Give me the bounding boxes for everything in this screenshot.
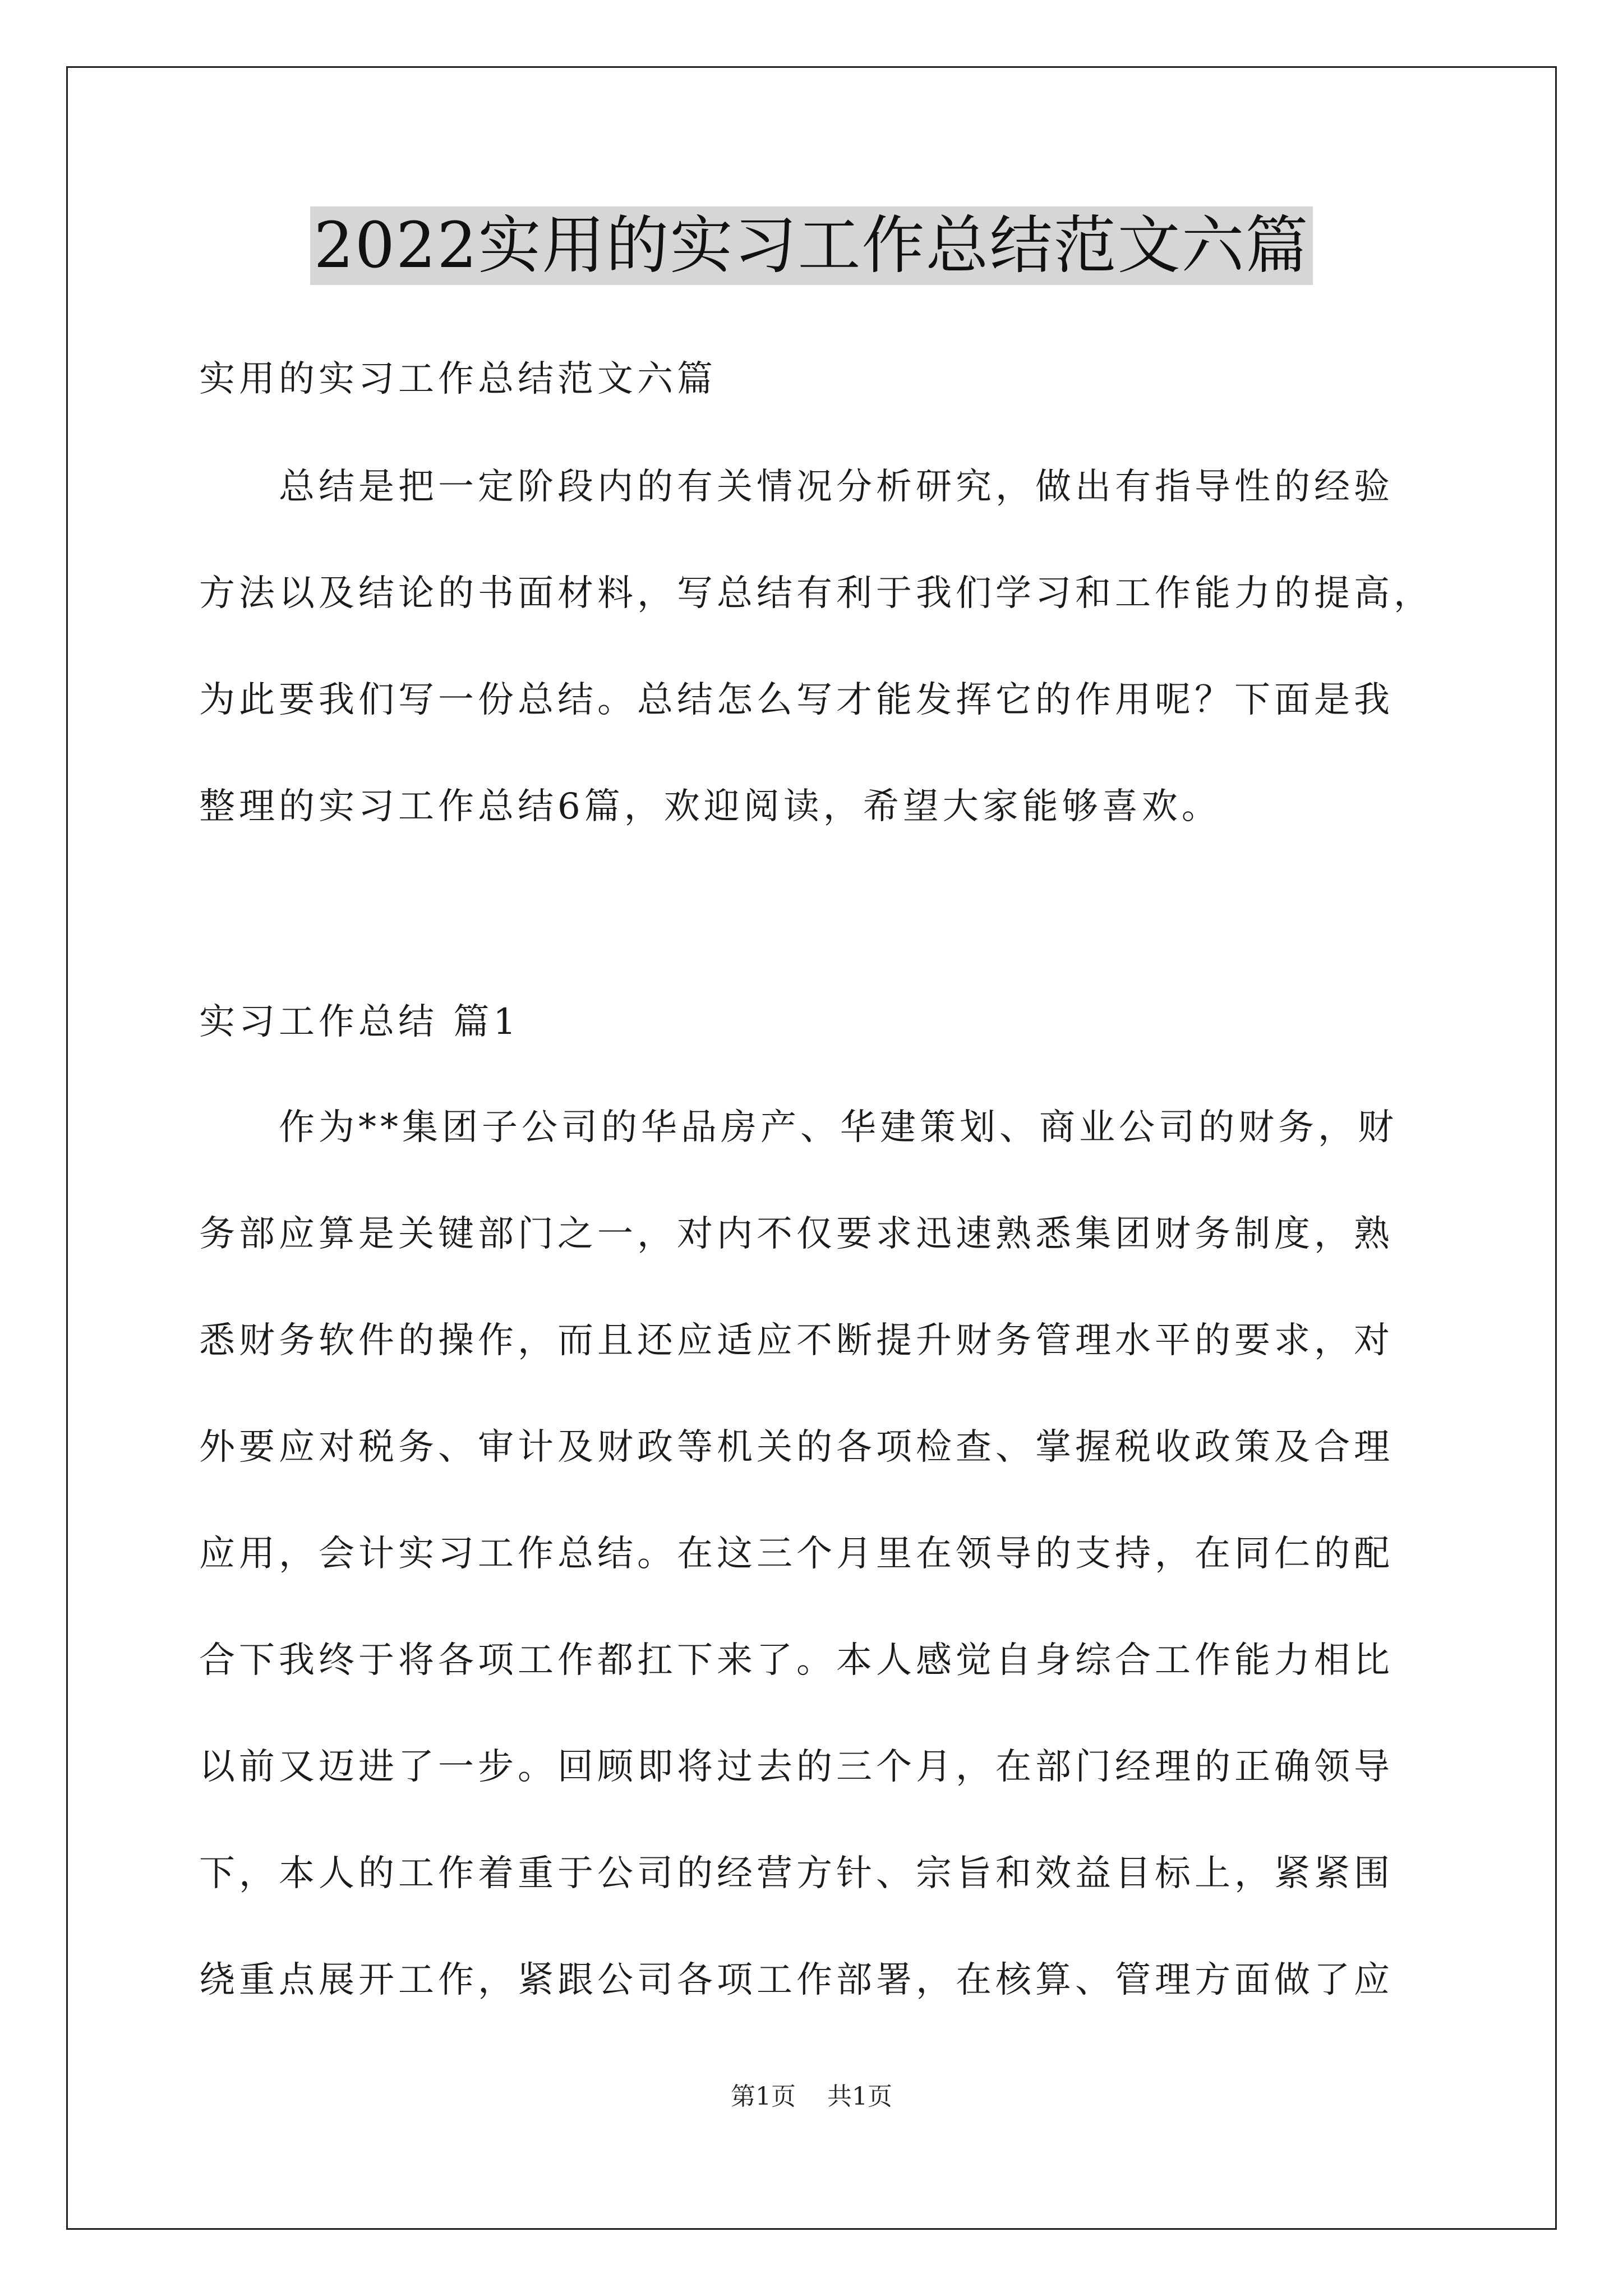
intro-line: 方法以及结论的书面材料，写总结有利于我们学习和工作能力的提高，	[199, 573, 1433, 614]
document-title: 2022实用的实习工作总结范文六篇	[310, 206, 1312, 285]
body-line: 外要应对税务、审计及财政等机关的各项检查、掌握税收政策及合理	[199, 1427, 1394, 1468]
page-number: 第1页	[731, 2082, 796, 2111]
intro-line: 为此要我们写一份总结。总结怎么写才能发挥它的作用呢？下面是我	[199, 679, 1394, 721]
body-line: 悉财务软件的操作，而且还应适应不断提升财务管理水平的要求，对	[199, 1320, 1394, 1361]
title-container	[0, 206, 1623, 285]
body-line: 下，本人的工作着重于公司的经营方针、宗旨和效益目标上，紧紧围	[199, 1853, 1394, 1894]
body-line: 以前又迈进了一步。回顾即将过去的三个月，在部门经理的正确领导	[199, 1746, 1394, 1788]
intro-line: 总结是把一定阶段内的有关情况分析研究，做出有指导性的经验	[199, 466, 1394, 508]
body-line: 作为**集团子公司的华品房产、华建策划、商业公司的财务，财	[199, 1107, 1398, 1148]
body-line: 务部应算是关键部门之一，对内不仅要求迅速熟悉集团财务制度，熟	[199, 1213, 1394, 1255]
page-total: 共1页	[827, 2082, 892, 2111]
section-heading: 实习工作总结 篇1	[199, 1001, 520, 1043]
body-line: 合下我终于将各项工作都扛下来了。本人感觉自身综合工作能力相比	[199, 1640, 1394, 1681]
page-footer	[0, 2080, 1623, 2114]
body-line: 绕重点展开工作，紧跟公司各项工作部署，在核算、管理方面做了应	[199, 1959, 1394, 2001]
document-subtitle: 实用的实习工作总结范文六篇	[199, 358, 717, 400]
body-line: 应用，会计实习工作总结。在这三个月里在领导的支持，在同仁的配	[199, 1533, 1394, 1575]
intro-line: 整理的实习工作总结6篇，欢迎阅读，希望大家能够喜欢。	[199, 786, 1221, 827]
